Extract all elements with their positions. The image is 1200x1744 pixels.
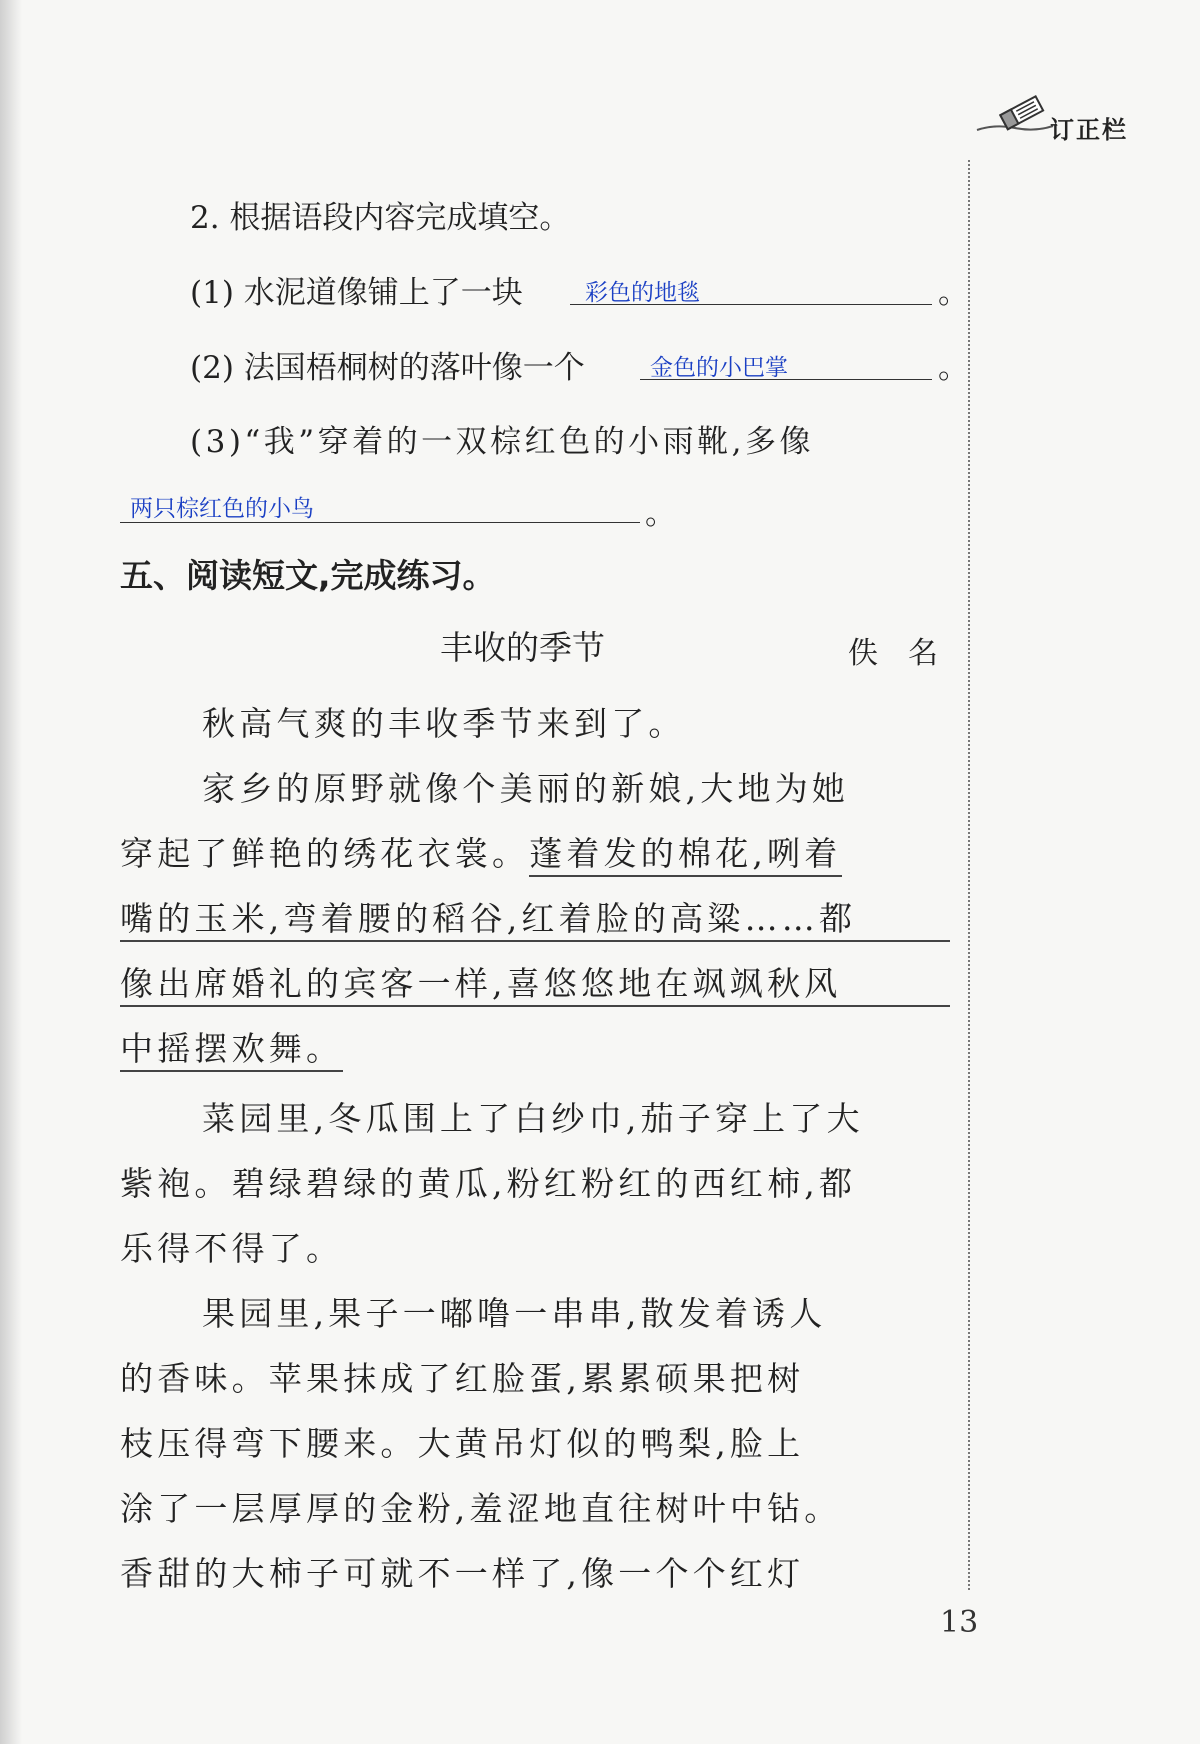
passage-line: 秋高气爽的丰收季节来到了。 xyxy=(202,704,686,743)
q2-item-3-prompt: (3)“我”穿着的一双棕红色的小雨靴,多像 xyxy=(190,424,814,460)
underline xyxy=(120,1005,950,1007)
q2-item-3-end: 。 xyxy=(645,496,676,532)
underlined-sentence: 中摇摆欢舞。 xyxy=(120,1029,343,1072)
passage-title: 丰收的季节 xyxy=(440,628,605,667)
passage-line: 乐得不得了。 xyxy=(120,1229,344,1268)
passage-line: 的香味。苹果抹成了红脸蛋,累累硕果把树 xyxy=(120,1359,805,1398)
section-5-heading: 五、阅读短文,完成练习。 xyxy=(120,556,496,595)
passage-line: 家乡的原野就像个美丽的新娘,大地为她 xyxy=(202,769,850,808)
correction-column-title: 订正栏 xyxy=(1050,116,1128,144)
passage-line xyxy=(120,828,950,875)
pencil-eraser-icon xyxy=(975,88,1055,143)
passage-line: 香甜的大柿子可就不一样了,像一个个红灯 xyxy=(120,1554,805,1593)
q2-item-1-prompt: (1) 水泥道像铺上了一块 xyxy=(190,275,523,311)
page-edge-shadow xyxy=(0,0,22,1744)
underline xyxy=(120,940,950,942)
passage-text: 穿起了鲜艳的绣花衣裳。 xyxy=(120,834,530,873)
q2-item-3-answer: 两只棕红色的小鸟 xyxy=(130,496,314,522)
passage-line: 涂了一层厚厚的金粉,羞涩地直往树叶中钻。 xyxy=(120,1489,842,1528)
passage-author: 佚 名 xyxy=(848,636,938,671)
passage-line: 紫袍。碧绿碧绿的黄瓜,粉红粉红的西红柿,都 xyxy=(120,1164,857,1203)
passage-line: 枝压得弯下腰来。大黄吊灯似的鸭梨,脸上 xyxy=(120,1424,805,1463)
question-2-heading: 2. 根据语段内容完成填空。 xyxy=(190,200,571,236)
passage-line-underlined: 嘴的玉米,弯着腰的稻谷,红着脸的高粱……都 xyxy=(120,899,857,938)
q2-item-1-answer: 彩色的地毯 xyxy=(585,280,700,306)
passage-line: 菜园里,冬瓜围上了白纱巾,茄子穿上了大 xyxy=(202,1099,864,1138)
underlined-sentence: 蓬着发的棉花,咧着 xyxy=(529,834,841,877)
q2-item-2-answer: 金色的小巴掌 xyxy=(650,355,788,381)
q2-item-2-prompt: (2) 法国梧桐树的落叶像一个 xyxy=(190,350,585,386)
passage-line-underlined: 像出席婚礼的宾客一样,喜悠悠地在飒飒秋风 xyxy=(120,964,842,1003)
q2-item-2-end: 。 xyxy=(938,350,969,386)
passage-line-underlined xyxy=(120,1023,950,1070)
passage-line: 果园里,果子一嘟噜一串串,散发着诱人 xyxy=(202,1294,827,1333)
correction-column-header xyxy=(975,88,1165,148)
page-number: 13 xyxy=(940,1605,979,1640)
q2-item-1-end: 。 xyxy=(938,275,969,311)
